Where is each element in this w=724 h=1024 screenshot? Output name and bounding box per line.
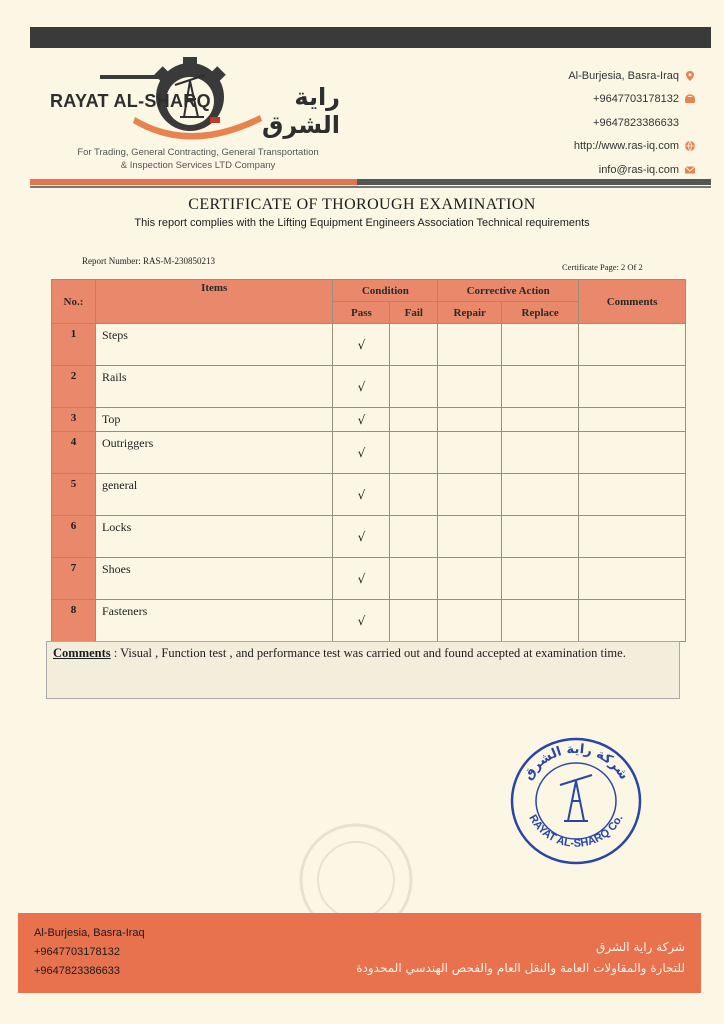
- row-comments: [579, 474, 686, 516]
- company-stamp: [508, 735, 644, 867]
- contact-phone2-row: [568, 111, 696, 135]
- row-fail: [390, 432, 438, 474]
- row-replace: [502, 516, 579, 558]
- row-comments: [579, 324, 686, 366]
- header-fail: Fail: [390, 302, 438, 324]
- tagline-line-1: For Trading, General Contracting, General Transportation: [77, 147, 319, 158]
- table-row: [52, 324, 686, 366]
- row-number: 4: [52, 432, 96, 474]
- stamp-text-en: RAYAT AL-SHARQ Co.: [526, 812, 626, 850]
- footer-arabic: [356, 937, 685, 979]
- row-item: Locks: [95, 516, 333, 558]
- row-repair: [438, 408, 502, 432]
- row-number: 1: [52, 324, 96, 366]
- contact-address: Al-Burjesia, Basra-Iraq: [568, 69, 679, 82]
- stamp-text-ar: شركة راية الشرق: [520, 741, 632, 783]
- row-item: Rails: [95, 366, 333, 408]
- header-replace: Replace: [502, 302, 579, 324]
- footer-company-ar: شركة راية الشرق: [596, 940, 685, 954]
- email-icon: [684, 164, 696, 176]
- row-item: general: [95, 474, 333, 516]
- row-fail: [390, 324, 438, 366]
- header-repair: Repair: [438, 302, 502, 324]
- phone-icon-spacer: [684, 117, 696, 129]
- row-repair: [438, 432, 502, 474]
- row-pass-check: √: [333, 516, 390, 558]
- tagline-line-2: & Inspection Services LTD Company: [120, 160, 276, 171]
- row-number: 5: [52, 474, 96, 516]
- header-corrective-action: Corrective Action: [438, 280, 579, 302]
- table-row: [52, 432, 686, 474]
- contact-phone-1: +9647703178132: [593, 93, 679, 106]
- contact-website-row: [568, 135, 696, 159]
- row-repair: [438, 324, 502, 366]
- row-repair: [438, 600, 502, 642]
- row-item: Top: [95, 408, 333, 432]
- footer-address: Al-Burjesia, Basra-Iraq: [34, 927, 145, 939]
- row-pass-check: √: [333, 324, 390, 366]
- certificate-page: Certificate Page: 2 Of 2: [562, 262, 643, 272]
- table-row: [52, 408, 686, 432]
- row-number: 8: [52, 600, 96, 642]
- row-pass-check: √: [333, 366, 390, 408]
- footer-contact: [34, 924, 145, 981]
- row-number: 6: [52, 516, 96, 558]
- contact-email-row: [568, 158, 696, 182]
- certificate-title: CERTIFICATE OF THOROUGH EXAMINATION: [188, 196, 536, 213]
- row-item: Shoes: [95, 558, 333, 600]
- header-no: No.:: [52, 280, 96, 324]
- contact-phone1-row: [568, 88, 696, 112]
- row-number: 2: [52, 366, 96, 408]
- footer-phone-2: +9647823386633: [34, 965, 120, 977]
- header-items: Items: [95, 280, 333, 324]
- row-pass-check: √: [333, 600, 390, 642]
- report-number: Report Number: RAS-M-230850213: [82, 256, 215, 266]
- comments-section: [46, 641, 680, 699]
- row-pass-check: √: [333, 474, 390, 516]
- header-contact: [568, 64, 696, 182]
- row-fail: [390, 474, 438, 516]
- location-pin-icon: [684, 70, 696, 82]
- row-replace: [502, 558, 579, 600]
- row-replace: [502, 408, 579, 432]
- comments-label: Comments: [53, 646, 111, 660]
- row-item: Fasteners: [95, 600, 333, 642]
- header-divider: [30, 179, 711, 185]
- header-pass: Pass: [333, 302, 390, 324]
- row-comments: [579, 366, 686, 408]
- row-replace: [502, 600, 579, 642]
- row-fail: [390, 408, 438, 432]
- row-pass-check: √: [333, 558, 390, 600]
- contact-address-row: [568, 64, 696, 88]
- row-repair: [438, 366, 502, 408]
- row-replace: [502, 432, 579, 474]
- row-comments: [579, 558, 686, 600]
- row-fail: [390, 558, 438, 600]
- header-condition: Condition: [333, 280, 438, 302]
- header-top-bar: [30, 27, 711, 48]
- table-row: [52, 474, 686, 516]
- row-comments: [579, 408, 686, 432]
- header-divider-thin: [30, 186, 711, 188]
- contact-email[interactable]: info@ras-iq.com: [598, 163, 679, 176]
- row-number: 3: [52, 408, 96, 432]
- row-comments: [579, 600, 686, 642]
- row-replace: [502, 474, 579, 516]
- row-number: 7: [52, 558, 96, 600]
- row-comments: [579, 516, 686, 558]
- contact-phone-2: +9647823386633: [593, 116, 679, 129]
- row-comments: [579, 432, 686, 474]
- row-item: Steps: [95, 324, 333, 366]
- phone-icon: [684, 93, 696, 105]
- header-comments: Comments: [579, 280, 686, 324]
- footer-phone-1: +9647703178132: [34, 946, 120, 958]
- row-pass-check: √: [333, 432, 390, 474]
- row-pass-check: √: [333, 408, 390, 432]
- row-replace: [502, 366, 579, 408]
- contact-website[interactable]: http://www.ras-iq.com: [573, 140, 679, 153]
- table-row: [52, 366, 686, 408]
- row-fail: [390, 516, 438, 558]
- examination-table: [51, 279, 686, 642]
- company-logo: [40, 55, 340, 145]
- globe-icon: [684, 140, 696, 152]
- footer: [18, 913, 701, 993]
- footer-services-ar: للتجارة والمقاولات العامة والنقل العام والفحص الهندسي المحدودة: [356, 961, 685, 975]
- row-fail: [390, 600, 438, 642]
- row-repair: [438, 558, 502, 600]
- table-row: [52, 558, 686, 600]
- row-replace: [502, 324, 579, 366]
- comments-text: : Visual , Function test , and performance test was carried out and found accepted at examination time.: [110, 646, 626, 660]
- table-row: [52, 516, 686, 558]
- row-repair: [438, 474, 502, 516]
- row-repair: [438, 516, 502, 558]
- row-item: Outriggers: [95, 432, 333, 474]
- logo-text-en: RAYAT AL-SHARQ: [50, 91, 211, 111]
- table-row: [52, 600, 686, 642]
- row-fail: [390, 366, 438, 408]
- logo-text-ar: راية الشرق: [261, 83, 340, 139]
- certificate-subtitle: This report complies with the Lifting Equipment Engineers Association Technical requirements: [134, 217, 590, 229]
- company-tagline: [48, 146, 348, 172]
